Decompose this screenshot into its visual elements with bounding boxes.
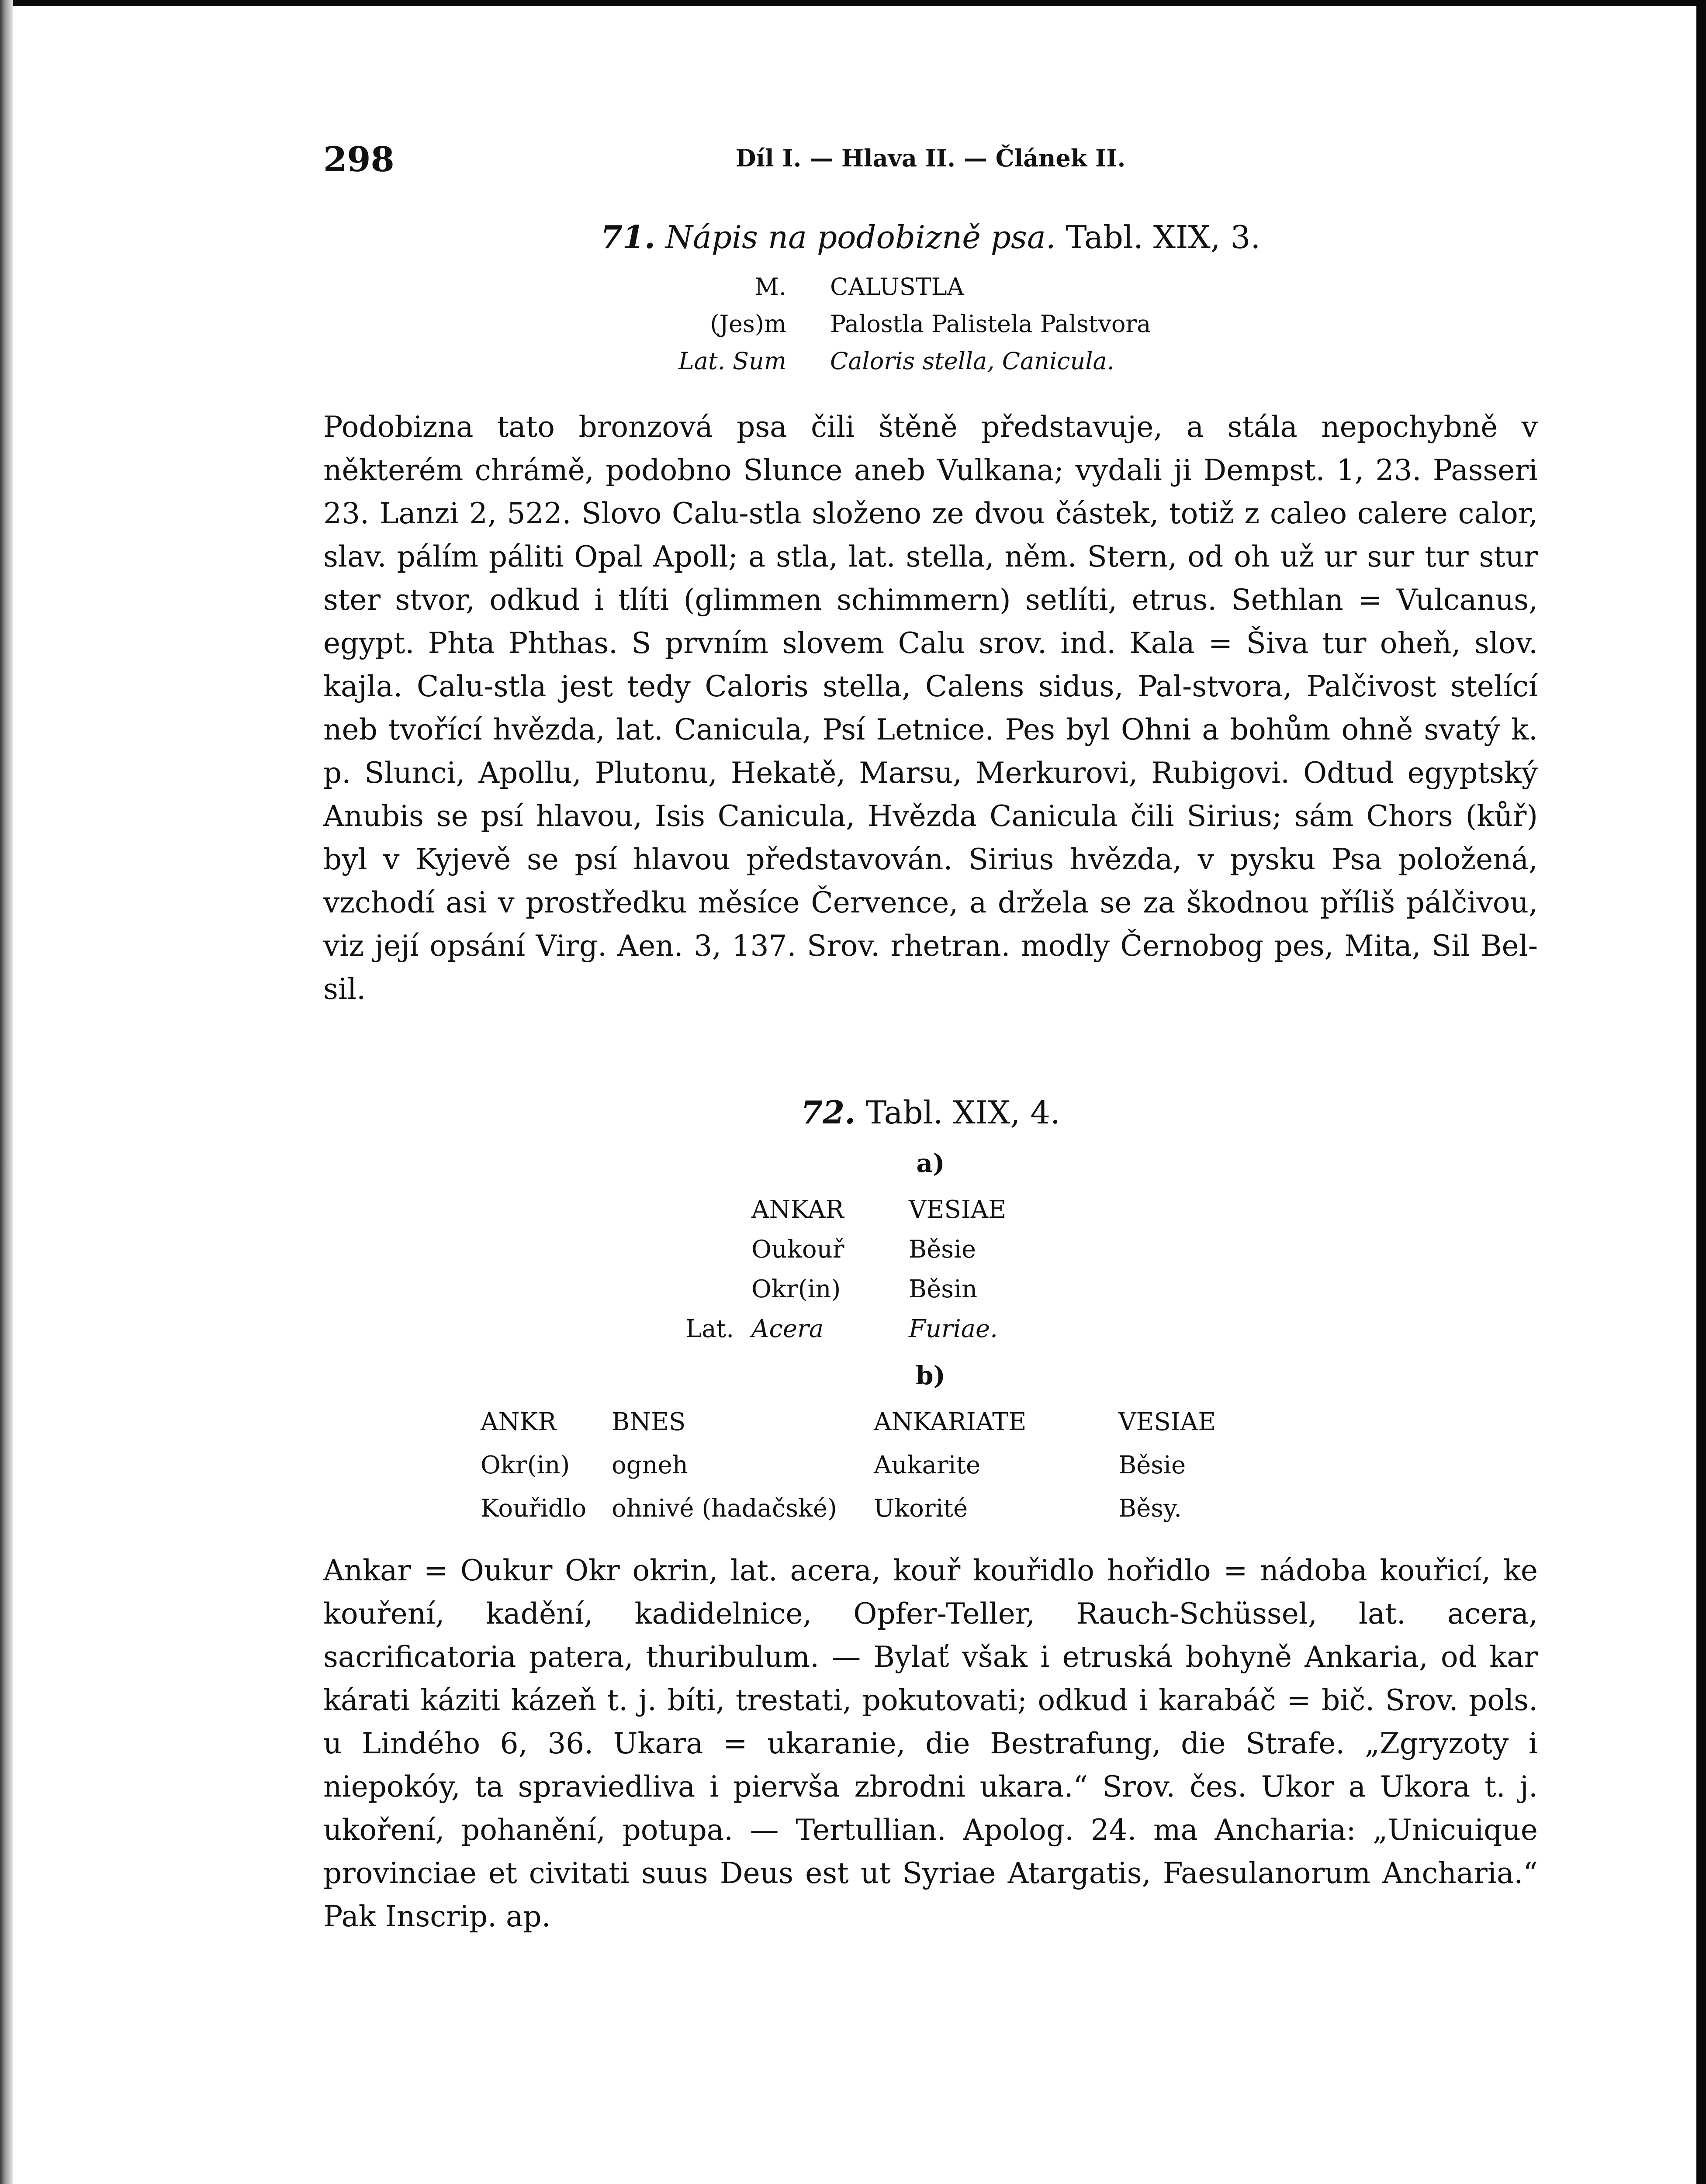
scan-border-top [0,0,1706,6]
section-71-number: 71. [600,218,656,256]
table-a-cell: Acera [751,1315,824,1343]
table-b-cell: Běsy. [1118,1494,1182,1523]
section-72-paragraph: Ankar = Oukur Okr okrin, lat. acera, kouř kouřidlo hořidlo = nádoba kouřicí, ke kouření, kadění, kadidelnice, Opfer-Teller, Rauch-Schüssel, lat. acera, sacrificatoria patera, thuribulum. — Bylať však i etruská bohyně Ankaria, od kar kárati káziti kázeň t. j. bíti, trestati, pokutovati; odkud i karabáč = bič. Srov. pols. u Lindého 6, 36. Ukara = ukaranie, die Bestrafung, die Strafe. „Zgryzoty i niepokóy, ta spraviedliva i piervša zbrodni ukara.“ Srov. čes. Ukor a Ukora t. j. ukoření, pohanění, potupa. — Tertullian. Apolog. 24. ma Ancharia: „Unicuique provinciae et civitati suus Deus est ut Syriae Atargatis, Faesulanorum Ancharia.“ Pak Inscrip. ap. [323,1554,1538,1933]
table-a-cell: Lat. [685,1315,734,1343]
table-a [323,1196,1538,1343]
table-b-cell: ogneh [612,1451,688,1479]
table-a-cell [323,1196,751,1224]
page-content [323,131,1538,1967]
inscription-label: (Jes)m [710,310,786,338]
table-a-cell: Furiae. [909,1315,998,1343]
table-a-cell: Okr(in) [751,1275,841,1303]
section-71-paragraph: Podobizna tato bronzová psa čili štěně představuje, a stála nepochybně v některém chrámě, podobno Slunce aneb Vulkana; vydali ji Dempst. 1, 23. Passeri 23. Lanzi 2, 522. Slovo Calu-stla složeno ze dvou částek, totiž z caleo calere calor, slav. pálím páliti Opal Apoll; a stla, lat. stella, něm. Stern, od oh už ur sur tur stur ster stvor, odkud i tlíti (glimmen schimmern) setlíti, etrus. Sethlan = Vulcanus, egypt. Phta Phthas. S prvním slovem Calu srov. ind. Kala = Šiva tur oheň, slov. kajla. Calu-stla jest tedy Caloris stella, Calens sidus, Pal-stvora, Palčivost stelící neb tvořící hvězda, lat. Canicula, Psí Letnice. Pes byl Ohni a bohům ohně svatý k. p. Slunci, Apollu, Plutonu, Hekatě, Marsu, Merkurovi, Rubigovi. Odtud egyptský Anubis se psí hlavou, Isis Canicula, Hvězda Canicula čili Sirius; sám Chors (kůř) byl v Kyjevě se psí hlavou představován. Sirius hvězda, v pysku Psa položená, vzchodí asi v prostředku měsíce Července, a držela se za škodnou příliš pálčivou, viz její opsání Virg. Aen. 3, 137. Srov. rhetran. modly Černobog pes, Mita, Sil Bel-sil. [323,410,1538,1006]
inscription-value: Caloris stella, Canicula. [830,347,1114,375]
scan-border-left [0,0,13,2184]
table-a-label: a) [916,1148,945,1178]
table-a-cell [323,1275,751,1303]
table-a-cell: ANKAR [751,1196,844,1224]
table-b-cell: Kouřidlo [481,1494,587,1523]
inscription-value: CALUSTLA [830,273,964,301]
table-b-cell: Aukarite [874,1451,981,1479]
table-b-cell: Ukorité [874,1494,968,1523]
table-b-cell: ANKR [481,1408,557,1436]
page-header [323,131,1538,188]
section-72-number: 72. [801,1094,856,1131]
section-71-title-ref: Tabl. XIX, 3. [1066,219,1261,256]
inscription-label: Lat. Sum [678,347,786,375]
table-b-indent [323,1494,481,1523]
section-71-title [323,218,1538,256]
table-b-cell: ohnivé (hadačské) [612,1494,837,1523]
table-b-cell: VESIAE [1118,1408,1216,1436]
table-b-cell: Běsie [1118,1451,1186,1479]
table-a-cell: Běsie [909,1235,976,1264]
inscription-value: Palostla Palistela Palstvora [830,310,1151,338]
section-71-inscription [323,273,1538,375]
table-a-cell: Běsin [909,1275,978,1303]
table-b-cell: Okr(in) [481,1451,570,1479]
scan-border-right [1696,0,1706,2184]
table-a-cell [323,1235,751,1264]
table-b-indent [323,1408,481,1436]
page-number: 298 [323,140,394,180]
table-a-cell: Oukouř [751,1235,844,1264]
section-72-title [323,1094,1538,1131]
running-head: Díl I. — Hlava II. — Článek II. [735,144,1126,172]
table-b-label: b) [916,1361,945,1390]
section-71-title-text: Nápis na podobizně psa. [665,219,1056,256]
table-b [323,1408,1538,1523]
table-b-cell: ANKARIATE [874,1408,1027,1436]
table-b-cell: BNES [612,1408,686,1436]
inscription-label: M. [754,273,786,301]
section-72-title-ref: Tabl. XIX, 4. [865,1094,1060,1131]
table-b-indent [323,1451,481,1479]
table-a-cell: VESIAE [909,1196,1007,1224]
